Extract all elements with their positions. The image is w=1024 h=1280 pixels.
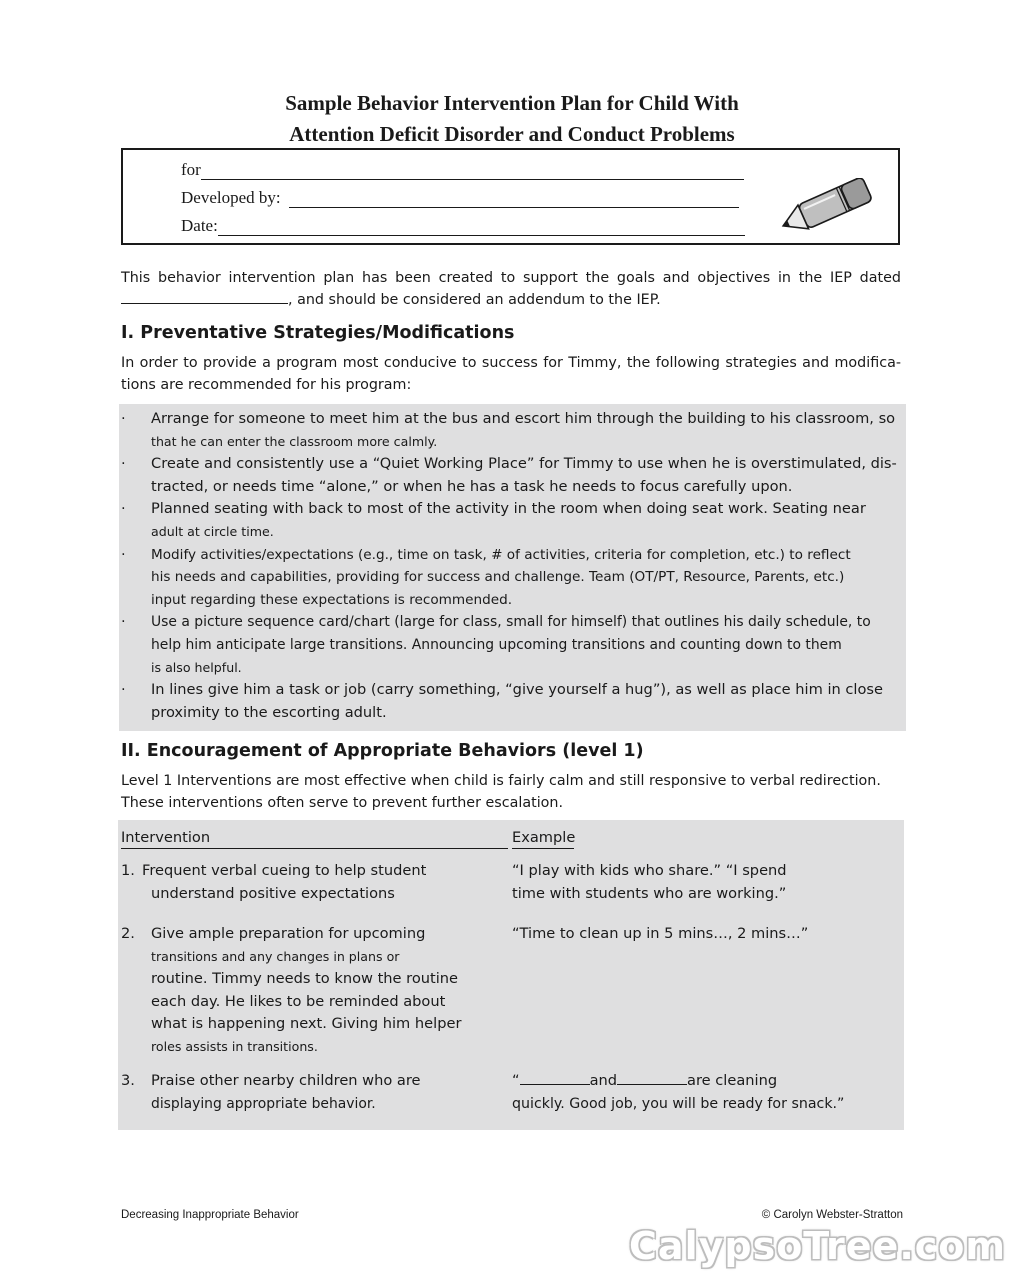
intervention-cell — [121, 1070, 511, 1115]
page-title — [0, 88, 1024, 150]
list-item-line: his needs and capabilities, providing for success and challenge. Team (OT/PT, Resource, Parents, etc.) — [151, 569, 845, 586]
list-item-line: adult at circle time. — [151, 523, 274, 539]
row-number: 1. — [121, 862, 135, 879]
section-1-lead-line-1: In order to provide a program most conducive to success for Timmy, the following strategies and modifica- — [121, 355, 901, 371]
title-line-2: Attention Deficit Disorder and Conduct Problems — [289, 122, 735, 146]
bullet-dot: · — [121, 410, 126, 427]
intervention-cell — [121, 923, 511, 1059]
list-item-line: Arrange for someone to meet him at the bus and escort him through the building to his classroom, so — [151, 410, 896, 427]
cell-line: displaying appropriate behavior. — [151, 1095, 376, 1112]
date-label: Date: — [181, 216, 218, 235]
column-header-intervention: Intervention — [121, 828, 508, 849]
cell-line: time with students who are working.” — [512, 884, 787, 902]
developed-by-label: Developed by: — [181, 188, 281, 207]
column-header-example: Example — [512, 828, 574, 849]
cell-line: Frequent verbal cueing to help student — [142, 862, 427, 879]
cell-line: routine. Timmy needs to know the routine — [151, 970, 459, 988]
developed-by-field[interactable] — [181, 188, 739, 208]
date-blank[interactable] — [218, 218, 745, 236]
plan-info-box — [121, 148, 900, 245]
cell-line: transitions and any changes in plans or — [151, 948, 400, 964]
list-item-line: Modify activities/expectations (e.g., time on task, # of activities, criteria for completion, etc.) to reflect — [151, 546, 851, 563]
cell-line: each day. He likes to be reminded about — [151, 992, 446, 1010]
iep-date-blank[interactable] — [121, 289, 288, 304]
for-label: for — [181, 160, 201, 179]
list-item — [121, 544, 903, 612]
list-item-line: is also helpful. — [151, 659, 242, 675]
list-item-line: that he can enter the classroom more calmly. — [151, 433, 438, 449]
for-blank[interactable] — [201, 162, 744, 180]
strategies-list — [121, 408, 903, 724]
list-item-line: Planned seating with back to most of the activity in the room when doing seat work. Seating near — [151, 500, 866, 518]
footer-right: © Carolyn Webster-Stratton — [761, 1209, 903, 1221]
list-item-line: In lines give him a task or job (carry something, “give yourself a hug”), as well as place him in close — [151, 681, 883, 699]
row-number: 3. — [121, 1072, 135, 1089]
bullet-dot: · — [121, 613, 126, 631]
section-1-heading: I. Preventative Strategies/Modifications — [121, 323, 515, 343]
cell-line: quickly. Good job, you will be ready for snack.” — [512, 1095, 845, 1112]
bullet-dot: · — [121, 545, 126, 563]
bullet-dot: · — [121, 455, 126, 473]
name-blank-2[interactable] — [617, 1070, 687, 1085]
and-text: and — [589, 1072, 618, 1089]
cell-line: roles assists in transitions. — [151, 1038, 318, 1054]
footer-left: Decreasing Inappropriate Behavior — [121, 1209, 299, 1221]
cell-line — [512, 1070, 902, 1093]
intro-line-2-text: , and should be considered an addendum to the IEP. — [288, 292, 661, 308]
list-item — [121, 611, 903, 679]
open-quote: “ — [512, 1072, 520, 1089]
list-item — [121, 408, 903, 453]
are-cleaning-text: are cleaning — [687, 1072, 778, 1089]
list-item-line: Create and consistently use a “Quiet Working Place” for Timmy to use when he is overstimulated, dis- — [151, 455, 897, 473]
row-number: 2. — [121, 925, 135, 942]
cell-line: understand positive expectations — [151, 884, 395, 902]
section-1-lead-line-2: tions are recommended for his program: — [121, 377, 412, 393]
intervention-cell — [121, 860, 511, 905]
list-item-line: proximity to the escorting adult. — [151, 703, 387, 721]
intro-line-2 — [121, 289, 901, 312]
name-blank-1[interactable] — [520, 1070, 590, 1085]
bullet-dot: · — [121, 681, 126, 699]
list-item — [121, 453, 903, 498]
section-2-lead-line-1: Level 1 Interventions are most effective when child is fairly calm and still responsive to verbal redirection. — [121, 773, 881, 789]
cell-line: “Time to clean up in 5 mins…, 2 mins…” — [512, 925, 809, 942]
example-cell — [512, 1070, 902, 1115]
list-item-line: help him anticipate large transitions. Announcing upcoming transitions and counting down to them — [151, 636, 842, 653]
cell-line: “I play with kids who share.” “I spend — [512, 862, 787, 879]
list-item-line: tracted, or needs time “alone,” or when he has a task he needs to focus carefully upon. — [151, 477, 793, 495]
cell-line: what is happening next. Giving him helper — [151, 1015, 462, 1033]
developed-by-blank[interactable] — [289, 190, 739, 208]
intro-line-1: This behavior intervention plan has been created to support the goals and objectives in the IEP dated — [121, 270, 901, 286]
section-2-heading: II. Encouragement of Appropriate Behaviors (level 1) — [121, 741, 644, 761]
cell-line: Praise other nearby children who are — [151, 1072, 421, 1089]
list-item-line: input regarding these expectations is recommended. — [151, 591, 513, 608]
section-2-lead-line-2: These interventions often serve to prevent further escalation. — [121, 795, 564, 811]
pencil-icon — [774, 178, 878, 240]
example-cell — [512, 923, 902, 946]
title-line-1: Sample Behavior Intervention Plan for Child With — [285, 91, 739, 115]
example-cell — [512, 860, 902, 905]
watermark-logo: CalypsoTree.com — [629, 1224, 1006, 1268]
bullet-dot: · — [121, 500, 126, 518]
for-field[interactable] — [181, 160, 744, 180]
list-item-line: Use a picture sequence card/chart (large for class, small for himself) that outlines his daily schedule, to — [151, 614, 871, 631]
date-field[interactable] — [181, 216, 745, 236]
list-item — [121, 498, 903, 543]
list-item — [121, 679, 903, 724]
cell-line: Give ample preparation for upcoming — [151, 925, 426, 942]
